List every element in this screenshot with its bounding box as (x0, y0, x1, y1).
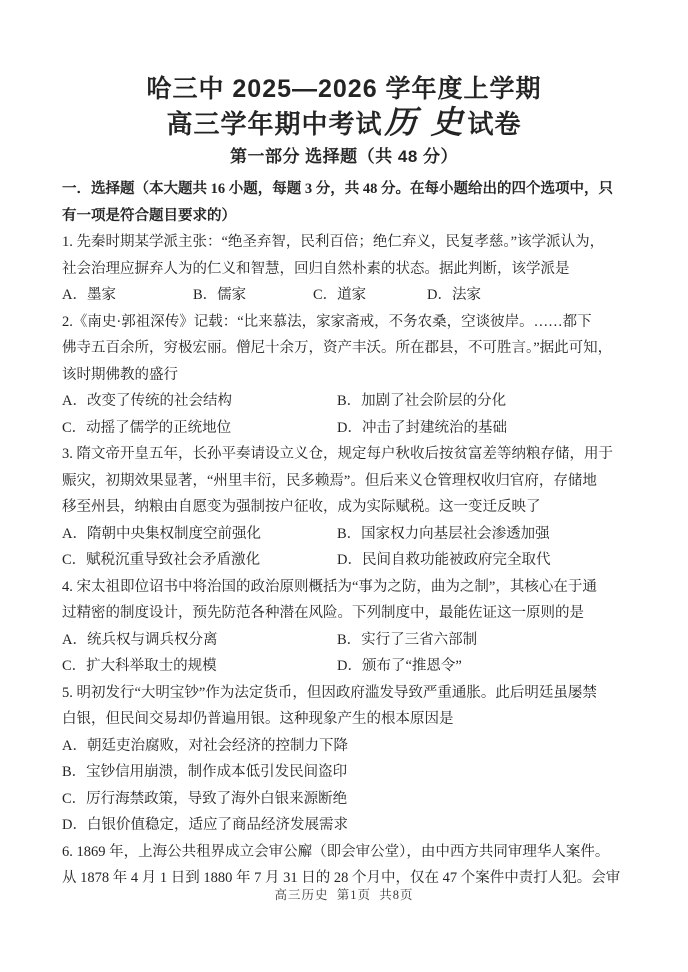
exam-title-line-2 (0, 105, 688, 141)
question-5-option-B: B．宝钞信用崩溃，制作成本低引发民间盗印 (62, 764, 348, 780)
question-4-stem-line: 4. 宋太祖即位诏书中将治国的政治原则概括为“事为之防，曲为之制”，其核心在于通 (62, 578, 597, 595)
multiple-choice-instructions (62, 176, 628, 229)
question-2-stem-line: 该时期佛教的盛行 (62, 366, 178, 383)
question-3-options (62, 521, 628, 574)
question-4-options (62, 627, 628, 680)
question-3-stem-line: 移至州县，纳粮由自愿变为强制按户征收，成为实际赋税。这一变迁反映了 (62, 499, 541, 515)
question-6 (62, 839, 628, 892)
question-1 (62, 229, 628, 309)
question-2-option-A: A．改变了传统的社会结构 (62, 393, 232, 409)
question-6-stem-line: 从 1878 年 4 月 1 日到 1880 年 7 月 31 日的 28 个月中，仅在 47 个案件中责打人犯。会审 (62, 870, 621, 886)
question-2 (62, 309, 628, 442)
question-1-option-D: D．法家 (427, 287, 481, 303)
title-subject-script: 历 史 (384, 104, 466, 140)
question-3-option-A: A．隋朝中央集权制度空前强化 (62, 525, 261, 542)
question-4-option-A: A．统兵权与调兵权分离 (62, 631, 218, 648)
question-2-option-D: D．冲击了封建统治的基础 (337, 419, 507, 436)
instruction-line: 一．选择题（本大题共 16 小题，每题 3 分，共 48 分。在每小题给出的四个选项中，只 (62, 181, 613, 197)
question-3-stem-line: 3. 隋文帝开皇五年，长孙平奏请设立义仓，规定每户秋收后按贫富差等纳粮存储，用于 (62, 446, 613, 462)
question-5-stem-line: 白银，但民间交易却仍普遍用银。这种现象产生的根本原因是 (62, 711, 454, 727)
question-2-options (62, 388, 628, 441)
question-2-option-C: C．动摇了儒学的正统地位 (62, 419, 232, 436)
question-1-stem-line: 社会治理应摒弃人为的仁义和智慧，回归自然朴素的状态。据此判断，该学派是 (62, 260, 570, 277)
section-heading: 第一部分 选择题（共 48 分） (229, 147, 459, 166)
exam-body (62, 176, 628, 892)
exam-title-line-1: 哈三中 2025—2026 学年度上学期 (146, 75, 542, 103)
question-1-option-A: A．墨家 (62, 287, 116, 303)
question-5 (62, 680, 628, 839)
question-6-stem-line: 6. 1869 年，上海公共租界成立会审公廨（即会审公堂），由中西方共同审理华人案件。 (62, 843, 610, 860)
question-1-options (62, 282, 628, 309)
question-2-stem-line: 2.《南史·郭祖深传》记载：“比来慕法，家家斋戒，不务农桑，空谈彼岸。……都下 (62, 313, 592, 330)
question-3-option-C: C．赋税沉重导致社会矛盾激化 (62, 552, 261, 568)
question-3 (62, 441, 628, 574)
question-1-option-B: B．儒家 (193, 287, 247, 303)
question-2-option-B: B．加剧了社会阶层的分化 (337, 393, 507, 409)
question-4-option-C: C．扩大科举取士的规模 (62, 658, 217, 674)
question-3-option-B: B．国家权力向基层社会渗透加强 (337, 525, 550, 542)
questions-list (62, 229, 628, 892)
question-5-option-A: A．朝廷吏治腐败，对社会经济的控制力下降 (62, 737, 348, 754)
question-1-stem-line: 1. 先秦时期某学派主张：“绝圣弃智，民利百倍；绝仁弃义，民复孝慈。”该学派认为， (62, 234, 605, 250)
question-4 (62, 574, 628, 680)
question-1-option-C: C．道家 (313, 287, 367, 303)
question-4-stem-line: 过精密的制度设计，预先防范各种潜在风险。下列制度中，最能佐证这一原则的是 (62, 605, 584, 621)
question-2-stem-line: 佛寺五百余所，穷极宏丽。僧尼十余万，资产丰沃。所在郡县，不可胜言。”据此可知， (62, 340, 613, 356)
question-4-option-B: B．实行了三省六部制 (337, 631, 478, 648)
title-line-2-suffix: 试卷 (467, 109, 522, 139)
instruction-line: 有一项是符合题目要求的） (62, 207, 236, 224)
title-line-2-prefix: 高三学年期中考试 (166, 109, 383, 139)
page-footer: 高三历史 第1页 共8页 (274, 888, 414, 902)
question-5-option-C: C．厉行海禁政策，导致了海外白银来源断绝 (62, 790, 348, 807)
question-4-option-D: D．颁布了“推恩令” (337, 658, 462, 674)
question-5-option-D: D．白银价值稳定，适应了商品经济发展需求 (62, 817, 348, 833)
question-3-option-D: D．民间自救功能被政府完全取代 (337, 552, 551, 568)
question-5-stem-line: 5. 明初发行“大明宝钞”作为法定货币，但因政府滥发导致严重通胀。此后明廷虽屡禁 (62, 684, 597, 701)
question-3-stem-line: 赈灾，初期效果显著，“州里丰衍，民多赖焉”。但后来义仓管理权收归官府，存储地 (62, 472, 597, 489)
